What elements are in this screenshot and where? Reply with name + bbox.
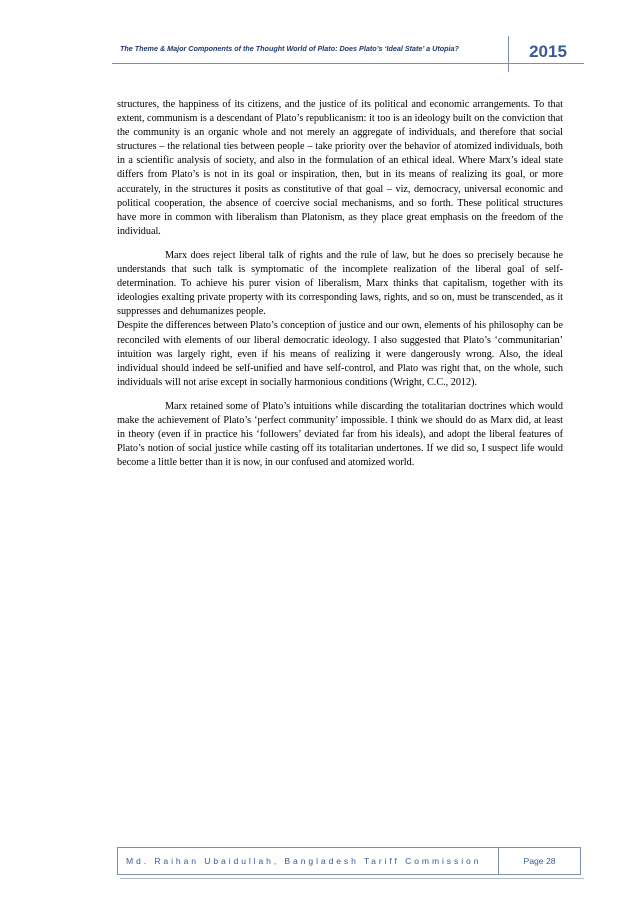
header-year: 2015 [529, 42, 567, 61]
paragraph: structures, the happiness of its citizens, and the justice of its political and economic arrangements. To that extent, communism is a descendant of Plato’s republicanism: it too is an ideology built on the conviction that the community is an organic whole and not merely an aggregate of individuals, and therefore that social structures – the relational ties between people – take priority over the behavior of atomized individuals, both in a scientific analysis of society, and also in the formulation of an ethical ideal. Where Marx’s ideal state differs from Plato’s is not in its goal or inspiration, then, but in its means of realizing its goal, or more accurately, in the structures it posits as constitutive of that goal – viz, democracy, universal economic and political cooperation, the absence of coercive social mechanisms, and so forth. These political structures have more in common with liberalism than Platonism, as they place great emphasis on the freedom of the individual. [117, 99, 563, 237]
body-text [117, 98, 563, 470]
header-divider [508, 36, 509, 72]
page-number: Page 28 [498, 847, 581, 875]
header-rule [112, 63, 584, 64]
paragraph: Marx does reject liberal talk of rights and the rule of law, but he does so precisely because he understands that such talk is symptomatic of the incomplete realization of the liberal goal of self-determination. To achieve his purer vision of liberalism, Marx thinks that capitalism, together with its ideologies exalting private property with its corresponding laws, rights, and so on, must be transcended, as it suppresses and dehumanizes people. [117, 249, 563, 318]
footer-rule [120, 875, 584, 879]
paragraph: Despite the differences between Plato’s conception of justice and our own, elements of his philosophy can be reconciled with elements of our liberal democratic ideology. I also suggested that Plato’s ‘communitarian’ intuition was largely right, even if his means of realizing it were dangerously wrong. Also, the ideal individual should indeed be self-unified and have self-control, and Plato was right that, on the whole, such individuals will not arise except in socially harmonious conditions (Wright, C.C., 2012). [117, 320, 563, 388]
paragraph: Marx retained some of Plato’s intuitions while discarding the totalitarian doctrines which would make the achievement of Plato’s ‘perfect community’ impossible. I think we should do as Marx did, at least in theory (even if in practice his ‘followers’ deviated far from his ideals), and adopt the liberal features of Plato’s notion of social justice while casting off its totalitarian undertones. If we did so, I suspect life would become a little better than it is now, in our confused and atomized world. [117, 400, 563, 469]
footer-author: Md. Raihan Ubaidullah, Bangladesh Tariff Commission [117, 847, 498, 875]
running-header-title: The Theme & Major Components of the Thought World of Plato: Does Plato’s ‘Ideal State’ a Utopia? [120, 44, 459, 53]
